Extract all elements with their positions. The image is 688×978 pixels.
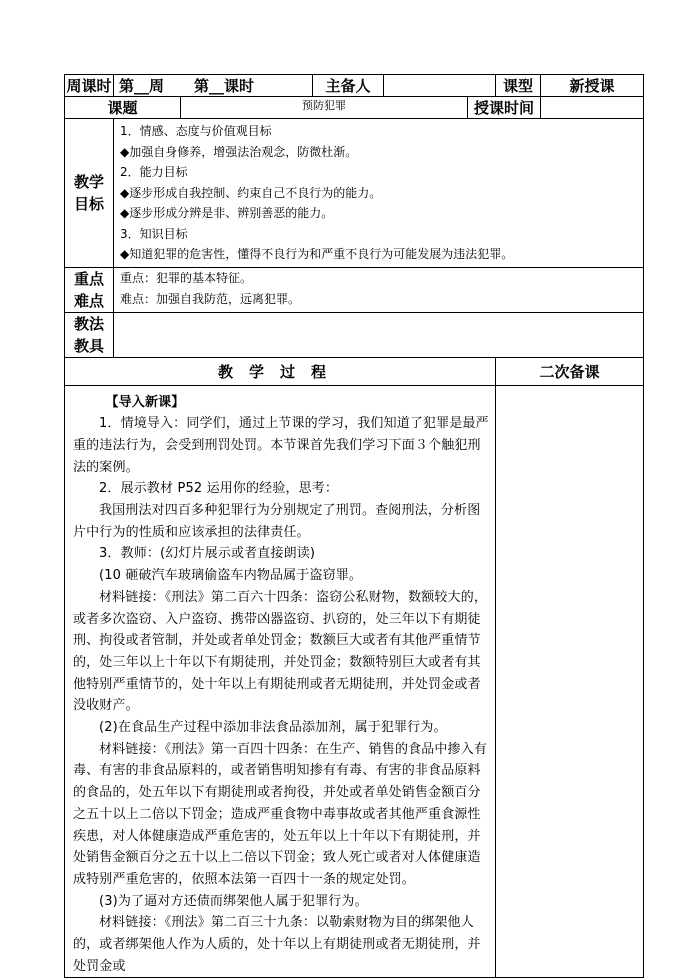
lead-preparer-value	[384, 75, 496, 97]
objective-line: ◆逐步形成自我控制、约束自己不良行为的能力。	[120, 185, 382, 200]
objectives-content	[114, 119, 644, 268]
process-paragraph: 材料链接：《刑法》第二百六十四条：盗窃公私财物，数额较大的，或者多次盗窃、入户盗窃、携带凶器盗窃、扒窃的，处三年以下有期徒刑、拘役或者管制，并处或者单处罚金；数额巨大或者有其他严重情节的，处三年以上十年以下有期徒刑，并处罚金；数额特别巨大或者有其他特别严重情节的，处十年以上有期徒刑或者无期徒刑，并处罚金或者没收财产。	[73, 589, 488, 714]
objective-line: 1．情感、态度与价值观目标	[120, 124, 272, 138]
lesson-type-value: 新授课	[541, 75, 644, 97]
process-paragraph: 2．展示教材 P52 运用你的经验，思考：	[99, 481, 339, 497]
process-content	[65, 385, 496, 978]
process-paragraph: (3)为了逼对方还债而绑架他人属于犯罪行为。	[99, 893, 368, 909]
objective-line: ◆逐步形成分辨是非、辨别善恶的能力。	[120, 206, 334, 220]
week-hours-value: 第__周 第__课时	[114, 75, 313, 97]
process-paragraph: 材料链接：《刑法》第二百三十九条：以勒索财物为目的绑架他人的，或者绑架他人作为人质的，处十年以上有期徒刑或者无期徒刑，并处罚金或	[73, 915, 481, 974]
section-heading: 【导入新课】	[105, 394, 185, 410]
methods-content	[114, 312, 644, 357]
process-paragraph: (10 砸破汽车玻璃偷盗车内物品属于盗窃罪。	[99, 568, 363, 584]
teaching-time-value	[541, 97, 644, 119]
lesson-plan-table	[64, 74, 644, 978]
week-hours-label: 周课时	[65, 75, 114, 97]
topic-value: 预防犯罪	[181, 97, 468, 119]
process-paragraph: 材料链接：《刑法》第一百四十四条：在生产、销售的食品中掺入有毒、有害的非食品原料的，或者销售明知掺有有毒、有害的非食品原料的食品的，处五年以下有期徒刑或者拘役，并处或者单处销售金额百分之五十以上二倍以下罚金；造成严重食物中毒事故或者其他严重食源性疾患，对人体健康造成严重危害的，处五年以上十年以下有期徒刑，并处销售金额百分之五十以上二倍以下罚金；致人死亡或者对人体健康造成特别严重危害的，依照本法第一百四十一条的规定处罚。	[73, 741, 488, 887]
process-title: 教学过程	[65, 357, 496, 385]
process-paragraph: 3．教师：(幻灯片展示或者直接朗读)	[99, 546, 316, 562]
key-points-label: 重点 难点	[65, 267, 114, 312]
second-prep-content	[496, 385, 644, 978]
lesson-type-label: 课型	[496, 75, 541, 97]
objective-line: ◆知道犯罪的危害性，懂得不良行为和严重不良行为可能发展为违法犯罪。	[120, 247, 514, 261]
process-paragraph: 我国刑法对四百多种犯罪行为分别规定了刑罚。查阅刑法，分析图片中行为的性质和应该承担的法律责任。	[73, 503, 481, 540]
lead-preparer-label: 主备人	[313, 75, 384, 97]
difficult-point: 难点：加强自我防范，远离犯罪。	[120, 291, 301, 306]
objective-line: 2．能力目标	[120, 165, 188, 179]
objective-line: 3．知识目标	[120, 226, 188, 241]
objective-line: ◆加强自身修养，增强法治观念，防微杜渐。	[120, 144, 358, 159]
process-paragraph: (2)在食品生产过程中添加非法食品添加剂，属于犯罪行为。	[99, 720, 447, 736]
teaching-time-label: 授课时间	[468, 97, 541, 119]
key-point: 重点：犯罪的基本特征。	[120, 270, 253, 285]
methods-label: 教法 教具	[65, 312, 114, 357]
process-paragraph: 1．情境导入：同学们，通过上节课的学习，我们知道了犯罪是最严重的违法行为，会受到刑罚处罚。本节课首先我们学习下面３个触犯刑法的案例。	[73, 416, 489, 475]
topic-label: 课题	[65, 97, 181, 119]
objectives-label: 教学 目标	[65, 119, 114, 268]
key-points-content	[114, 267, 644, 312]
second-prep-label: 二次备课	[496, 357, 644, 385]
